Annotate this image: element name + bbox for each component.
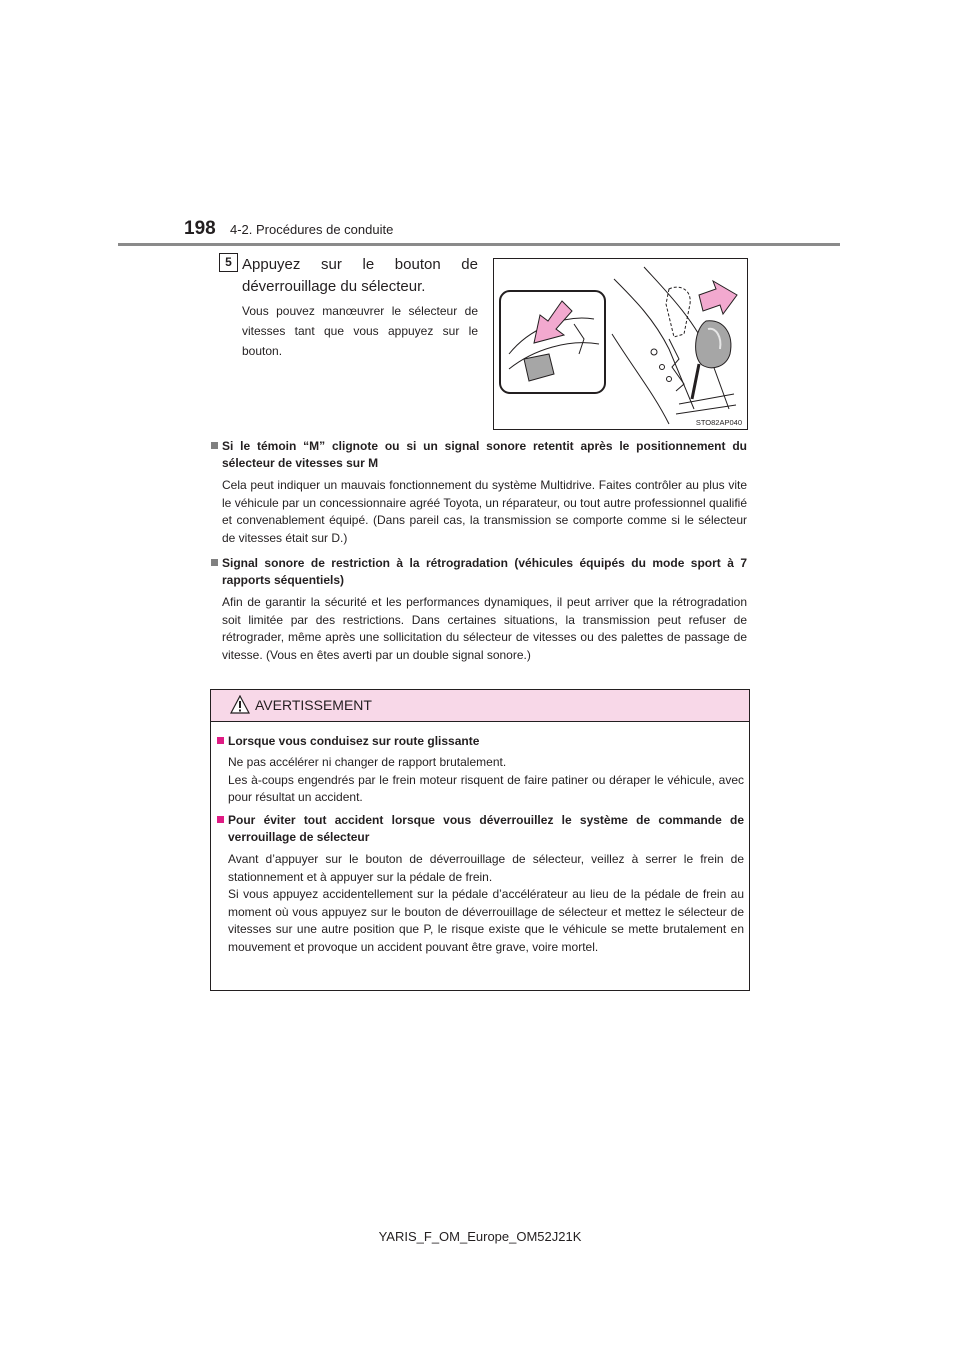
shift-lever-drawing bbox=[494, 259, 747, 429]
warning-title: AVERTISSEMENT bbox=[255, 697, 372, 713]
figure-code: STO82AP040 bbox=[695, 418, 742, 427]
move-arrow-icon bbox=[699, 281, 737, 314]
warning-item-heading-text: Pour éviter tout accident lorsque vous déverrouillez le système de commande de verrouillage de sélecteur bbox=[228, 813, 744, 844]
square-bullet-icon bbox=[217, 737, 224, 744]
note-heading-text: Si le témoin “M” clignote ou si un signal sonore retentit après le positionnement du sélecteur de vitesses sur M bbox=[222, 439, 747, 470]
square-bullet-icon bbox=[217, 816, 224, 823]
note-body: Afin de garantir la sécurité et les performances dynamiques, il peut arriver que la rétrogradation soit limitée par des restrictions. Dans certaines situations, la transmission peut refuser de rétrograder, même après une sollicitation du sélecteur de vitesses ou des palettes de passage de vitesse. (Vous en êtes averti par un double signal sonore.) bbox=[222, 595, 747, 662]
warning-item-heading bbox=[217, 733, 744, 750]
warning-item-heading-text: Lorsque vous conduisez sur route glissante bbox=[228, 734, 480, 748]
warning-item-slippery-road bbox=[217, 733, 744, 807]
step-number-badge: 5 bbox=[219, 253, 238, 272]
step-instruction: Appuyez sur le bouton de déverrouillage du sélecteur. bbox=[242, 256, 478, 295]
warning-item-body: Ne pas accélérer ni changer de rapport brutalement. Les à-coups engendrés par le frein moteur risquent de faire patiner ou déraper le véhicule, avec pour résultat un accident. bbox=[228, 755, 744, 804]
warning-header bbox=[211, 690, 749, 722]
warning-box bbox=[210, 689, 750, 991]
note-m-indicator bbox=[211, 438, 747, 547]
page-number: 198 bbox=[184, 218, 216, 239]
warning-item-heading bbox=[217, 812, 744, 846]
warning-item-body: Avant d’appuyer sur le bouton de déverrouillage de sélecteur, veillez à serrer le frein de stationnement et à appuyer sur la pédale de frein. Si vous appuyez accidentellement sur la pédale d’accélérateur au lieu de la pédale de frein au moment où vous appuyez sur le bouton de déverrouillage de sélecteur et mettez le sélecteur de vitesses sur une autre position que P, le risque existe que le véhicule se mette brutalement en mouvement et provoque un accident pouvant être grave, voire mortel. bbox=[228, 852, 744, 954]
note-heading-text: Signal sonore de restriction à la rétrogradation (véhicules équipés du mode sport à 7 rapports séquentiels) bbox=[222, 556, 747, 587]
shift-lever-illustration bbox=[493, 258, 748, 430]
header-divider bbox=[118, 243, 840, 246]
note-heading bbox=[211, 438, 747, 472]
step-description: Vous pouvez manœuvrer le sélecteur de vitesses tant que vous appuyez sur le bouton. bbox=[242, 304, 478, 358]
square-bullet-icon bbox=[211, 559, 218, 566]
note-body: Cela peut indiquer un mauvais fonctionnement du système Multidrive. Faites contrôler au plus vite le véhicule par un concessionnaire agréé Toyota, un réparateur, ou tout autre professionnel qualifié et convenablement équipé. (Dans pareil cas, la transmission se comporte comme si le sélecteur de vitesses était sur D.) bbox=[222, 478, 747, 545]
note-heading bbox=[211, 555, 747, 589]
section-title: 4-2. Procédures de conduite bbox=[230, 222, 394, 237]
square-bullet-icon bbox=[211, 442, 218, 449]
warning-item-shift-lock bbox=[217, 812, 744, 956]
document-id: YARIS_F_OM_Europe_OM52J21K bbox=[378, 1229, 582, 1244]
warning-triangle-icon bbox=[230, 695, 250, 715]
note-downshift-signal bbox=[211, 555, 747, 664]
